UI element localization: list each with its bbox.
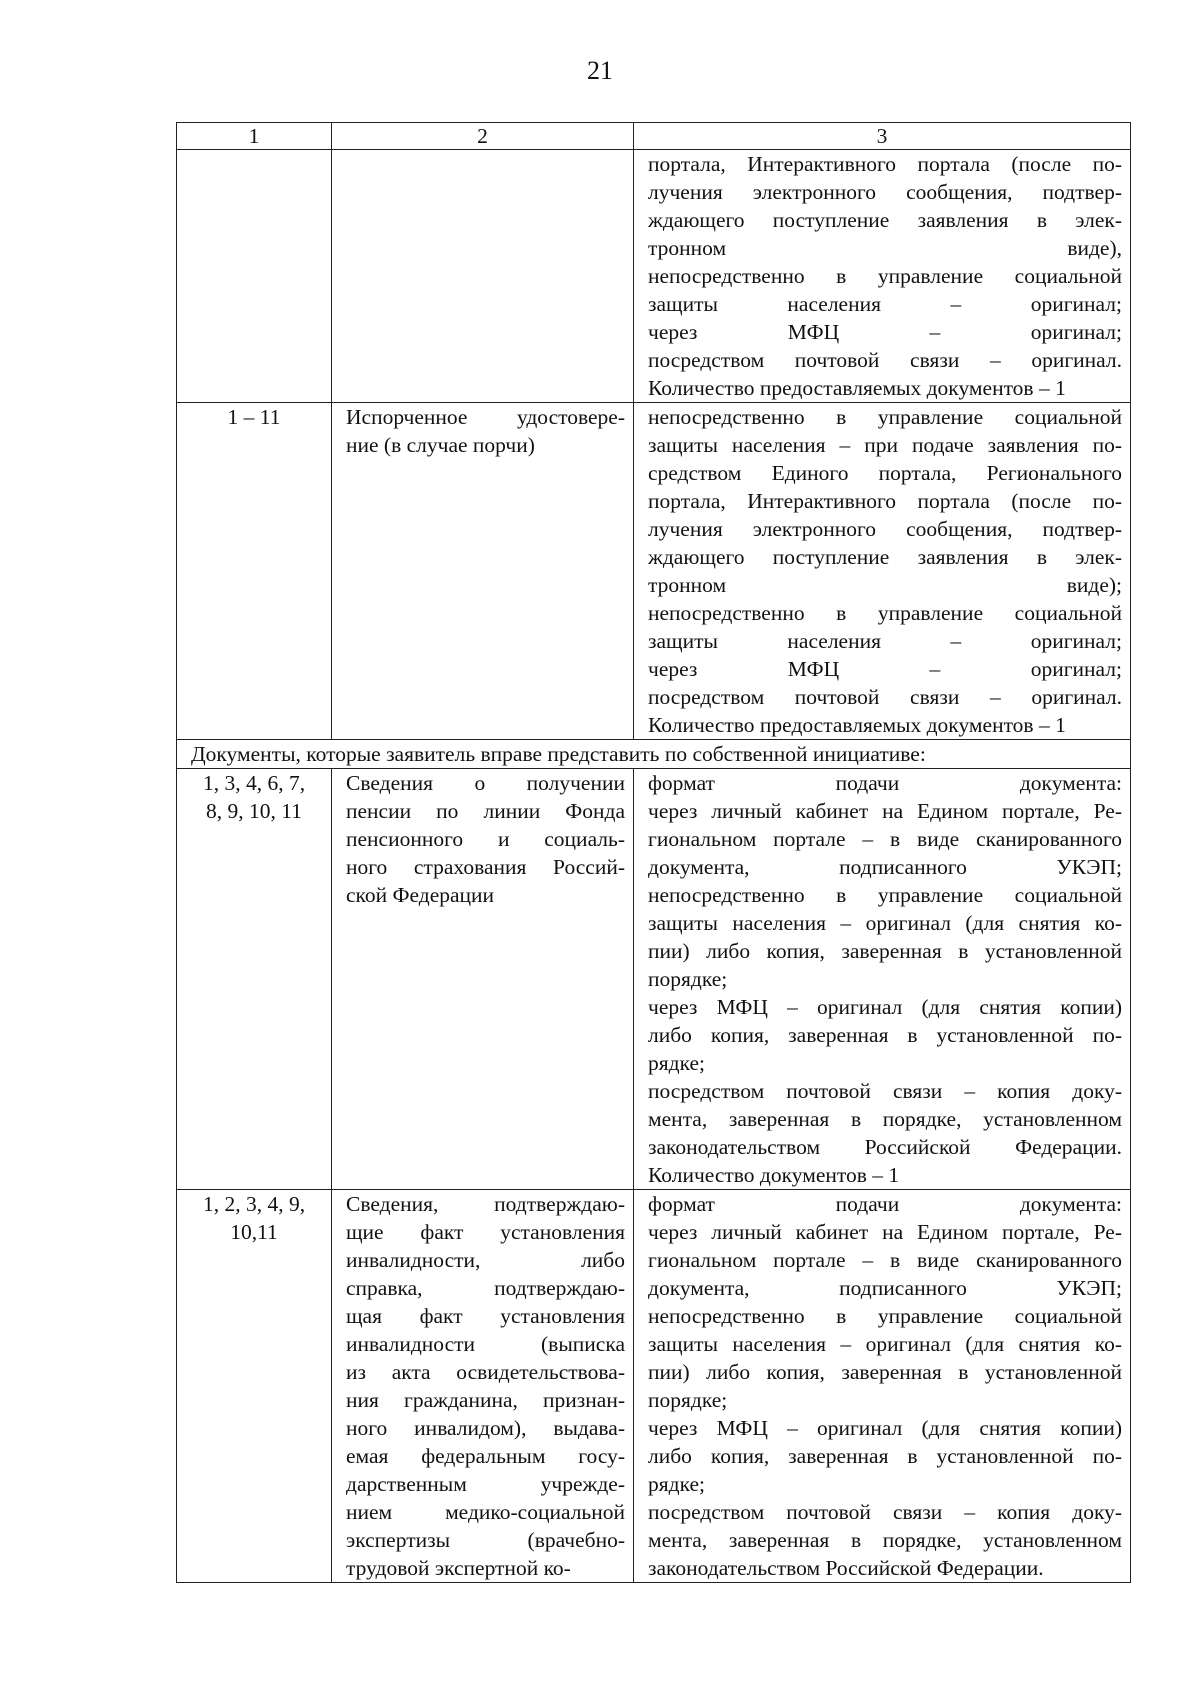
submission-method-line: гиональном портале – в виде сканированного bbox=[648, 1248, 1122, 1272]
submission-method-line: защиты населения – оригинал (для снятия ко- bbox=[648, 1332, 1122, 1356]
cell-applicant-categories bbox=[177, 150, 332, 403]
document-name-line: щие факт установления bbox=[346, 1220, 625, 1244]
document-name-line: пенсионного и социаль- bbox=[346, 827, 625, 851]
submission-method-line: непосредственно в управление социальной bbox=[648, 601, 1122, 625]
cell-submission-method bbox=[634, 150, 1131, 403]
submission-method-line: защиты населения – при подаче заявления по- bbox=[648, 433, 1122, 457]
categories-line: 1, 2, 3, 4, 9, bbox=[202, 1192, 306, 1216]
submission-method-line: документа, подписанного УКЭП; bbox=[648, 1276, 1122, 1300]
submission-method-line: рядке; bbox=[648, 1051, 706, 1075]
table-row bbox=[177, 1190, 1131, 1583]
categories-line: 1 – 11 bbox=[227, 405, 281, 429]
document-name-line: щая факт установления bbox=[346, 1304, 625, 1328]
submission-method-line: либо копия, заверенная в установленной по- bbox=[648, 1444, 1122, 1468]
submission-method-line: ждающего поступление заявления в элек- bbox=[648, 208, 1122, 232]
submission-method-line: формат подачи документа: bbox=[648, 1192, 1122, 1216]
document-table bbox=[176, 122, 1131, 1583]
header-col-3: 3 bbox=[634, 123, 1131, 150]
document-name-line: нием медико-социальной bbox=[346, 1500, 625, 1524]
document-name-line: ской Федерации bbox=[346, 883, 495, 907]
submission-method-line: Количество документов – 1 bbox=[648, 1163, 900, 1187]
submission-method-line: пии) либо копия, заверенная в установленной bbox=[648, 1360, 1122, 1384]
submission-method-line: тронном виде); bbox=[648, 573, 1122, 597]
cell-document-name bbox=[332, 769, 634, 1190]
submission-method-line: защиты населения – оригинал; bbox=[648, 292, 1122, 316]
submission-method-line: портала, Интерактивного портала (после по- bbox=[648, 152, 1122, 176]
submission-method-line: законодательством Российской Федерации. bbox=[648, 1556, 1044, 1580]
submission-method-line: порядке; bbox=[648, 1388, 728, 1412]
document-name-line: ние (в случае порчи) bbox=[346, 433, 535, 457]
submission-method-line: мента, заверенная в порядке, установленном bbox=[648, 1107, 1122, 1131]
submission-method-line: либо копия, заверенная в установленной по- bbox=[648, 1023, 1122, 1047]
document-name-line: ного страхования Россий- bbox=[346, 855, 625, 879]
submission-method-line: защиты населения – оригинал (для снятия ко- bbox=[648, 911, 1122, 935]
document-name-line: трудовой экспертной ко- bbox=[346, 1556, 571, 1580]
submission-method-line: через МФЦ – оригинал; bbox=[648, 657, 1122, 681]
document-name-line: Сведения, подтверждаю- bbox=[346, 1192, 625, 1216]
table-row bbox=[177, 150, 1131, 403]
submission-method-line: документа, подписанного УКЭП; bbox=[648, 855, 1122, 879]
submission-method-line: порядке; bbox=[648, 967, 728, 991]
submission-method-line: тронном виде), bbox=[648, 236, 1122, 260]
header-row bbox=[177, 123, 1131, 150]
submission-method-line: средством Единого портала, Регионального bbox=[648, 461, 1122, 485]
cell-applicant-categories bbox=[177, 403, 332, 740]
categories-line: 10,11 bbox=[230, 1220, 278, 1244]
submission-method-line: Количество предоставляемых документов – 1 bbox=[648, 713, 1066, 737]
cell-applicant-categories bbox=[177, 769, 332, 1190]
document-name-line: пенсии по линии Фонда bbox=[346, 799, 625, 823]
document-name-line: экспертизы (врачебно- bbox=[346, 1528, 625, 1552]
cell-document-name bbox=[332, 403, 634, 740]
submission-method-line: посредством почтовой связи – оригинал. bbox=[648, 348, 1122, 372]
table-row bbox=[177, 403, 1131, 740]
table-row bbox=[177, 769, 1131, 1190]
document-name-line: Сведения о получении bbox=[346, 771, 625, 795]
submission-method-line: через МФЦ – оригинал (для снятия копии) bbox=[648, 1416, 1122, 1440]
cell-applicant-categories bbox=[177, 1190, 332, 1583]
submission-method-line: гиональном портале – в виде сканированного bbox=[648, 827, 1122, 851]
section-title: Документы, которые заявитель вправе представить по собственной инициативе: bbox=[177, 740, 1131, 769]
document-name-line: инвалидности, либо bbox=[346, 1248, 625, 1272]
submission-method-line: непосредственно в управление социальной bbox=[648, 883, 1122, 907]
submission-method-line: защиты населения – оригинал; bbox=[648, 629, 1122, 653]
submission-method-line: Количество предоставляемых документов – 1 bbox=[648, 376, 1066, 400]
document-name-line: ния гражданина, признан- bbox=[346, 1388, 625, 1412]
submission-method-line: через личный кабинет на Едином портале, Ре- bbox=[648, 1220, 1122, 1244]
submission-method-line: непосредственно в управление социальной bbox=[648, 405, 1122, 429]
submission-method-line: через МФЦ – оригинал; bbox=[648, 320, 1122, 344]
document-name-line: из акта освидетельствова- bbox=[346, 1360, 625, 1384]
submission-method-line: посредством почтовой связи – копия доку- bbox=[648, 1500, 1122, 1524]
submission-method-line: лучения электронного сообщения, подтвер- bbox=[648, 517, 1122, 541]
submission-method-line: ждающего поступление заявления в элек- bbox=[648, 545, 1122, 569]
cell-document-name bbox=[332, 1190, 634, 1583]
submission-method-line: непосредственно в управление социальной bbox=[648, 264, 1122, 288]
submission-method-line: через личный кабинет на Едином портале, Ре- bbox=[648, 799, 1122, 823]
document-name-line: инвалидности (выписка bbox=[346, 1332, 625, 1356]
cell-submission-method bbox=[634, 769, 1131, 1190]
document-name-line: дарственным учрежде- bbox=[346, 1472, 625, 1496]
submission-method-line: пии) либо копия, заверенная в установленной bbox=[648, 939, 1122, 963]
cell-submission-method bbox=[634, 1190, 1131, 1583]
submission-method-line: мента, заверенная в порядке, установленном bbox=[648, 1528, 1122, 1552]
submission-method-line: посредством почтовой связи – оригинал. bbox=[648, 685, 1122, 709]
submission-method-line: законодательством Российской Федерации. bbox=[648, 1135, 1122, 1159]
categories-line: 8, 9, 10, 11 bbox=[206, 799, 302, 823]
submission-method-line: лучения электронного сообщения, подтвер- bbox=[648, 180, 1122, 204]
submission-method-line: посредством почтовой связи – копия доку- bbox=[648, 1079, 1122, 1103]
categories-line: 1, 3, 4, 6, 7, bbox=[202, 771, 306, 795]
submission-method-line: портала, Интерактивного портала (после по- bbox=[648, 489, 1122, 513]
cell-submission-method bbox=[634, 403, 1131, 740]
document-name-line: Испорченное удостовере- bbox=[346, 405, 625, 429]
submission-method-line: непосредственно в управление социальной bbox=[648, 1304, 1122, 1328]
section-row bbox=[177, 740, 1131, 769]
cell-document-name bbox=[332, 150, 634, 403]
submission-method-line: рядке; bbox=[648, 1472, 706, 1496]
header-col-2: 2 bbox=[332, 123, 634, 150]
document-name-line: справка, подтверждаю- bbox=[346, 1276, 625, 1300]
page-number: 21 bbox=[587, 56, 613, 85]
document-name-line: ного инвалидом), выдава- bbox=[346, 1416, 625, 1440]
header-col-1: 1 bbox=[177, 123, 332, 150]
submission-method-line: формат подачи документа: bbox=[648, 771, 1122, 795]
submission-method-line: через МФЦ – оригинал (для снятия копии) bbox=[648, 995, 1122, 1019]
document-name-line: емая федеральным госу- bbox=[346, 1444, 625, 1468]
